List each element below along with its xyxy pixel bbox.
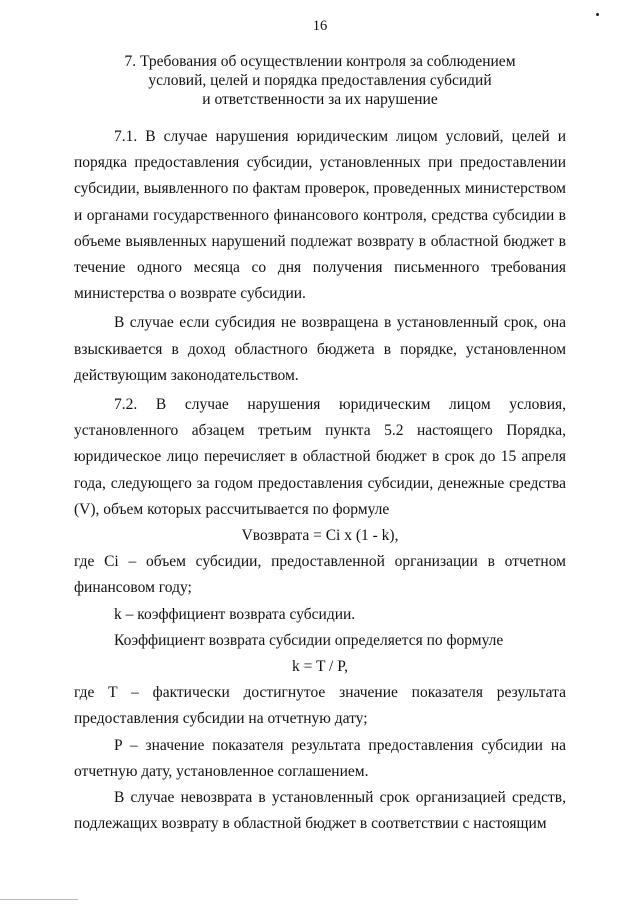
paragraph: 7.1. В случае нарушения юридическим лицом условий, целей и порядка предоставления субсидии, установленных при предоставлении субсидии, выявленного по фактам проверок, проведенных министерством и органами государственного финансового контроля, средства субсидии в объеме выявленных нарушений подлежат возврату в областной бюджет в течение одного месяца со дня получения письменного требования министерства о возврате субсидии. <box>74 128 566 303</box>
paragraph: k – коэффициент возврата субсидии. <box>114 605 356 623</box>
paragraph: В случае невозврата в установленный срок организацией средств, подлежащих возврату в областной бюджет в соответствии с настоящим <box>74 789 566 833</box>
paragraph: где T – фактически достигнутое значение показателя результата предоставления субсидии на отчетную дату; <box>74 684 566 728</box>
formula: Vвозврата = Ci x (1 - k), <box>241 527 399 545</box>
paragraph: P – значение показателя результата предоставления субсидии на отчетную дату, установленное соглашением. <box>74 736 566 780</box>
page-number: 16 <box>312 18 328 34</box>
heading-line: условий, целей и порядка предоставления субсидий <box>148 72 492 89</box>
footer-rule <box>0 899 78 900</box>
scan-speck <box>596 13 599 16</box>
paragraph: Коэффициент возврата субсидии определяется по формуле <box>114 631 504 649</box>
paragraph: где Ci – объем субсидии, предоставленной организации в отчетном финансовом году; <box>74 553 566 597</box>
section-heading <box>90 52 550 109</box>
heading-line: и ответственности за их нарушение <box>202 91 438 108</box>
document-body <box>74 124 566 837</box>
formula: k = T / P, <box>292 658 348 676</box>
paragraph: 7.2. В случае нарушения юридическим лицом условия, установленного абзацем третьим пункта 5.2 настоящего Порядка, юридическое лицо перечисляет в областной бюджет в срок до 15 апреля года, следующего за годом предоставления субсидии, денежные средства (V), объем которых рассчитывается по формуле <box>74 396 566 518</box>
heading-line: 7. Требования об осуществлении контроля за соблюдением <box>124 53 516 70</box>
paragraph: В случае если субсидия не возвращена в установленный срок, она взыскивается в доход областного бюджета в порядке, установленном действующим законодательством. <box>74 314 566 384</box>
